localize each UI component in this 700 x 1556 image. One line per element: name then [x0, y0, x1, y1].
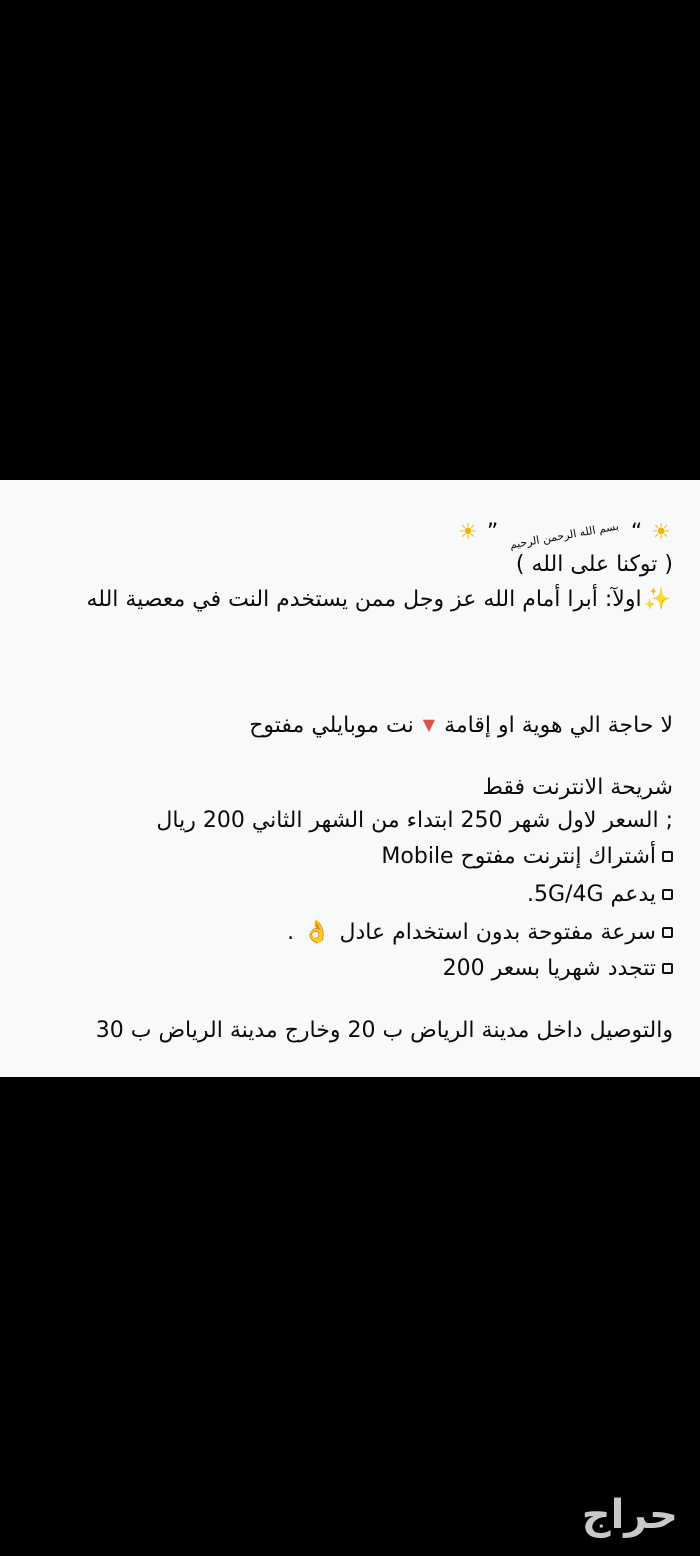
sun-icon: ☀	[651, 520, 671, 545]
tawakkalna-text: ( توكنا على الله )	[515, 552, 673, 577]
quote-close: “	[630, 520, 643, 545]
post-body	[0, 480, 700, 1077]
sim-only-text: شريحة الانترنت فقط	[482, 775, 673, 800]
bullet-item	[287, 918, 673, 948]
sim-only-line	[483, 773, 674, 803]
price-text: ; السعر لاول شهر 250 ابتداء من الشهر الثاني 200 ريال	[156, 808, 673, 833]
quote-open: ”	[486, 520, 499, 545]
bullet-text: تتجدد شهريا بسعر 200	[442, 956, 656, 981]
bullet-item	[527, 880, 673, 910]
delivery-line	[96, 1016, 673, 1046]
header-line	[456, 518, 673, 552]
no-id-text: لا حاجة الي هوية او إقامة	[444, 713, 673, 738]
basmala-calligraphy: بسم الله الرحمن الرحيم	[509, 519, 621, 552]
haraj-watermark-logo: حراج	[581, 1492, 678, 1538]
bullet-text: يدعم 5G/4G.	[527, 882, 656, 907]
delivery-text: والتوصيل داخل مدينة الرياض ب 20 وخارج مدينة الرياض ب 30	[95, 1018, 673, 1043]
red-triangle-icon: ▼	[422, 715, 436, 734]
square-bullet-icon	[662, 927, 673, 938]
disclaimer-line	[87, 585, 674, 615]
square-bullet-icon	[662, 889, 673, 900]
sun-icon: ☀	[458, 520, 478, 545]
square-bullet-icon	[662, 851, 673, 862]
bullet-text: أشتراك إنترنت مفتوح Mobile	[381, 844, 656, 869]
sparkles-icon: ✨	[643, 587, 671, 612]
disclaimer-text: اولآ: أبرا أمام الله عز وجل ممن يستخدم النت في معصية الله	[86, 587, 642, 612]
bullet-item	[381, 842, 673, 872]
ok-hand-icon: 👌	[303, 920, 331, 945]
bullet-item	[443, 954, 673, 984]
bullet-period: .	[287, 920, 302, 945]
open-mobile-text: نت موبايلي مفتوح	[249, 713, 414, 738]
price-line	[156, 806, 673, 836]
no-id-line	[249, 710, 673, 741]
tawakkalna-line	[516, 550, 673, 580]
square-bullet-icon	[662, 963, 673, 974]
bullet-text: سرعة مفتوحة بدون استخدام عادل	[339, 920, 656, 945]
